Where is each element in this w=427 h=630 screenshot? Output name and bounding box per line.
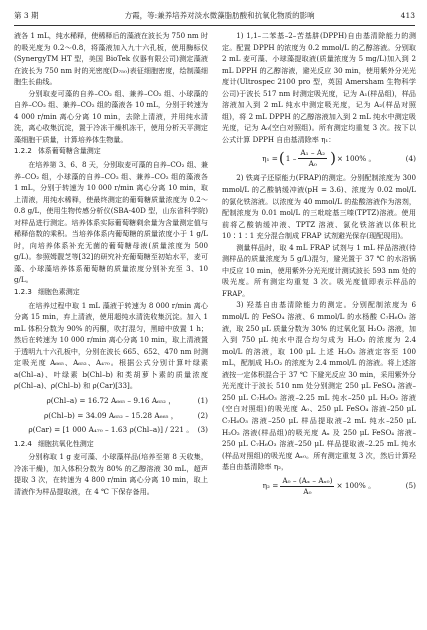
section-number: 1.2.3 [14, 288, 32, 297]
fraction-denominator: A₀ [308, 159, 317, 169]
section-heading-1-2-3 [14, 287, 208, 299]
fraction-denominator: A₀ [303, 486, 312, 496]
running-title: 方霞，等:兼养培养对淡水微藻脂肪酸和抗氧化物质的影响 [124, 10, 315, 20]
section-title: 细胞色素测定 [37, 288, 80, 297]
left-paren: ( [278, 149, 285, 168]
equation-5 [222, 476, 416, 497]
header-rule [14, 25, 415, 26]
issue-number: 第 3 期 [14, 10, 39, 20]
paragraph: 测量样品时，取 4 mL FRAP 试剂与 1 mL 样品溶液(待测样品的质量浓度为 5 g/L)混匀，避光置于 37 ℃ 的水浴锅中反应 10 min，使用紫外分光光度计测试波长 593 nm 处的吸光度。所有测定均重复 3 次。吸光度值即表示样品的 FRAP。 [222, 242, 416, 298]
equation-rhs: × 100% 。 [336, 481, 376, 491]
paragraph: 分别取麦可藻的自养–CO₂ 组、兼养–CO₂ 组、小球藻的自养–CO₂ 组、兼养–CO₂ 组的藻液各 10 mL，分别于转速为 4 000 r/min 离心分离 10 min，去除上清液，并用纯水清洗，离心收集沉淀，置于冷冻干燥机冻干，使用分析天平测定藻细胞干质量，计算培养体生物量。 [14, 88, 208, 144]
equation-number: (2) [197, 410, 208, 420]
equation-4 [222, 148, 416, 169]
right-paren: ) [330, 149, 336, 168]
paragraph: 3) 羟基自由基清除能力的测定。分别配制浓度为 6 mmol/L 的 FeSO₄ 溶液、6 mmol/L 的水杨酸 C₇H₆O₃ 溶液，取 250 μL 质量分数为 30% 的过氧化氢 H₂O₂ 溶液，加入到 750 μL 纯水中混合均匀成为 H₂O₂ 的浓度为 2.4 mol/L 的溶液，取 100 μL 上述 H₂O₂ 溶液定容至 100 mL，配制成 H₂O₂ 的浓度为 2.4 mmol/L 的溶液。将上述溶液按一定体积混合于 37 ℃ 下避光反应 30 min，采用紫外分光光度计于波长 510 nm 处分别测定 250 μL FeSO₄ 溶液–250 μL C₇H₆O₃ 溶液–2.25 mL 纯水–250 μL H₂O₂ 溶液(空白对照组)的吸光度 A₀、250 μL FeSO₄ 溶液–250 μL C₇H₆O₃ 溶液–250 μL 样品提取液–2 mL 纯水–250 μL H₂O₂ 溶液(样品组)的吸光度 Aₓ 及 250 μL FeSO₄ 溶液–250 μL C₇H₆O₃ 溶液–250 μL 样品提取液–2.25 mL 纯水(样品对照组)的吸光度 Aₓ₀。所有测定重复 3 次，然后计算羟基自由基清除率 η₂， [222, 300, 416, 472]
equation-lhs: η₁ = [262, 154, 278, 164]
fraction-numerator: A₀ – (Aₓ – Aₓ₀) [282, 475, 333, 485]
paragraph: 液各 1 mL，纯水稀释，使稀释后的藻液在波长为 750 nm 时的吸光度为 0.2～0.8，将藻液加入九十六孔板，使用酶标仪(SynergyTM HT 型，美国 BioTek 仪器有限公司)测定藻液在波长为 750 nm 时的光密度(D₇₅₀)表征细胞密度，绘制藻细胞生长曲线。 [14, 31, 208, 87]
fraction [298, 148, 327, 169]
equation-body: ρ(Chl–b) = 34.09 A₆₅₂ – 15.28 A₆₆₅ ， [43, 410, 179, 420]
equation-body: ρ(Chl–a) = 16.72 A₆₆₅ – 9.16 A₆₅₂ ， [46, 395, 176, 405]
equation-number: (4) [405, 154, 416, 164]
section-title: 细胞抗氧化性测定 [37, 439, 94, 448]
paragraph: 在培养第 3、6、8 天，分别取麦可藻的自养–CO₂ 组、兼养–CO₂ 组，小球藻的自养–CO₂ 组、兼养–CO₂ 组的藻液各 1 mL，分别于转速为 10 000 r/min 离心分离 10 min，取上清液，用纯水稀释，使最终测定的葡萄糖质量浓度为 0.2～0.8 g/L，使用生物传感分析仪(SBA-40D 型，山东省科学院)对样品进行测定。培养体系实际葡萄糖剩余量为含量测定值与稀释倍数的乘积。当培养体系内葡萄糖的质量浓度小于 1 g/L 时，向培养体系补充无菌的葡萄糖母液(质量浓度为 500 g/L)。参照姆靓芝等[32]的研究补充葡萄糖至初始水平，麦可藻、小球藻培养体系葡萄糖的质量浓度分别补充至 3、10 g/L。 [14, 160, 208, 285]
equation-one: 1 – [285, 154, 297, 164]
equation-number: (3) [197, 425, 208, 435]
section-heading-1-2-4 [14, 439, 208, 451]
paragraph: 1) 1,1–二苯基–2–苦基肼(DPPH)自由基清除能力的测定。配置 DPPH 的浓度为 0.2 mmol/L 的乙醇溶液。分别取 2 mL 麦可藻、小球藻提取液(质量浓度为 5 mg/L)加入到 2 mL DPPH 的乙醇溶液，避光反应 30 min，使用紫外分光光度计(Ultrospec 2100 pro 型，英国 Amersham 生物科学公司)于波长 517 nm 时测定吸光度，记为 A₁(样品组)，样品溶液加入到 2 mL 纯水中测定吸光度，记为 A₂(样品对照组)，将 2 mL DPPH 的乙醇溶液加入到 2 mL 纯水中测定吸光度，记为 A₀(空白对照组)。所有测定均重复 3 次。按下以公式计算 DPPH 自由基清除率 η₁： [222, 31, 416, 144]
section-title: 体系葡萄糖含量测定 [37, 147, 101, 156]
left-column [14, 30, 208, 497]
section-number: 1.2.4 [14, 439, 32, 448]
fraction [280, 476, 334, 497]
equation-number: (1) [197, 395, 208, 405]
section-heading-1-2-2 [14, 146, 208, 158]
equation-number: (5) [405, 481, 416, 491]
equation-lhs: η₂ = [262, 481, 279, 491]
equation-rhs: × 100% 。 [336, 154, 376, 164]
paragraph: 2) 铁离子还原能力(FRAP)的测定。分别配制浓度为 300 mmol/L 的乙酸钠缓冲液(pH = 3.6)、浓度为 0.02 mol/L 的氯化铁溶液。以浓度为 40 mmol/L 的盐酸溶液作为溶剂，配制浓度为 0.01 mol/L 的三吡啶基三嗪(TPTZ)溶液。使用前将乙酸钠缓冲液、TPTZ 溶液、氯化铁溶液以体积比 10∶1∶1 充分混合制成 FRAP 试剂避光保存(现配现用)。 [222, 173, 416, 241]
right-column [222, 30, 416, 500]
section-number: 1.2.2 [14, 147, 32, 156]
running-header [14, 7, 415, 23]
equation-2 [14, 410, 208, 422]
equation-1 [14, 395, 208, 407]
paragraph: 分别称取 1 g 麦可藻、小球藻样品(培养至第 8 天收集，冷冻干燥)，加入体积分数为 80% 的乙醇溶液 30 mL，超声提取 3 次，在转速为 4 800 r/min 离心分离 10 min，取上清液作为样品提取液，在 4 ℃ 下保存备用。 [14, 452, 208, 496]
equation-3 [14, 424, 208, 436]
fraction-numerator: A₁ – A₂ [300, 148, 326, 158]
equation-body: ρ(Car) = [1 000 A₄₇₀ – 1.63 ρ(Chl–a)] / 221 。 [28, 425, 194, 435]
page-number: 413 [400, 10, 415, 20]
paragraph: 在培养过程中取 1 mL 藻液于转速为 8 000 r/min 离心分离 15 min，弃上清液，使用超纯水清洗收集沉淀。加入 1 mL 体积分数为 90% 的丙酮，吹打混匀，黑暗中放置 1 h；然后在转速为 10 000 r/min 离心分离 10 min，取上清液置于透明九十六孔板中，分别在波长 665、652、470 nm 时测定吸光度 A₆₆₅、A₆₅₂、A₄₇₀。根据公式分别计算叶绿素 a(Chl–a)、叶绿素 b(Chl–b) 和类胡萝卜素的质量浓度 ρ(Chl–a)、ρ(Chl–b) 和 ρ(Car)[33]。 [14, 300, 208, 391]
